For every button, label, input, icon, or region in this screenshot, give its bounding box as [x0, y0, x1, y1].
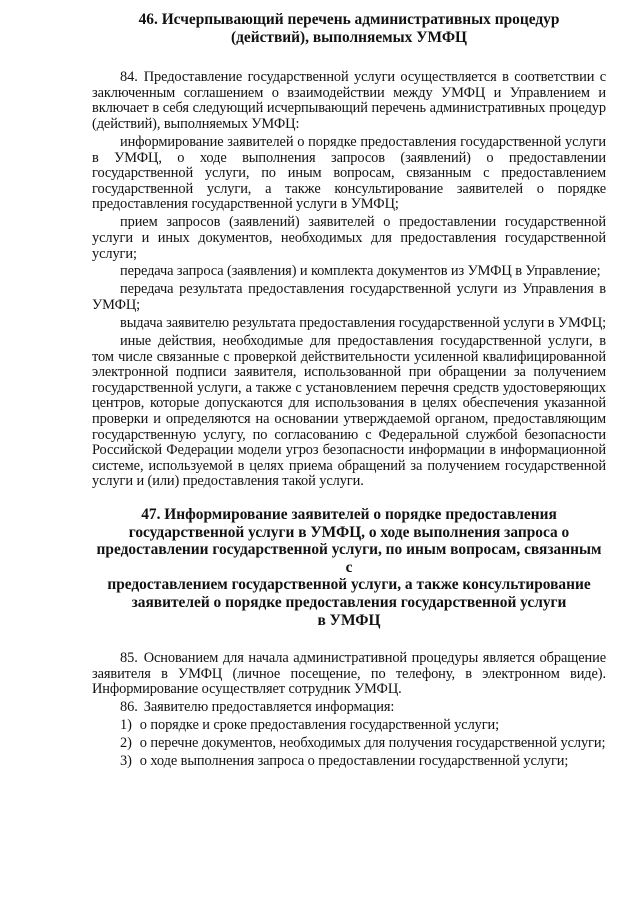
paragraph-text: Предоставление государственной услуги осуществляется в соответствии с заключенным соглашением о взаимодействии между УМФЦ и Управлением и включает в себя следующий исчерпывающий перечень административных процедур (действий), выполняемых УМФЦ: — [92, 69, 606, 132]
heading-line: 47. Информирование заявителей о порядке предоставления — [141, 505, 557, 523]
paragraph-number: 84. — [120, 69, 138, 86]
info-list-item — [92, 754, 606, 770]
procedure-item: иные действия, необходимые для предоставления государственной услуги, в том числе связанные с проверкой действительности усиленной квалифицированной электронной подписи заявителя, использованной при обращении за получением государственной услуги, а также с установлением перечня средств удостоверяющих центров, которые допускаются для использования в целях обеспечения указанной проверки и определяются на основании утверждаемой органом, предоставляющим государственную услугу, по согласованию с Федеральной службой безопасности Российской Федерации модели угроз безопасности информации в информационной системе, используемой в целях приема обращений за получением государственной услуги и (или) предоставления такой услуги. — [92, 333, 606, 490]
procedure-item: передача результата предоставления государственной услуги из Управления в УМФЦ; — [92, 281, 606, 314]
heading-line: предоставлением государственной услуги, а также консультирование — [107, 576, 591, 594]
heading-line: (действий), выполняемых УМФЦ — [230, 28, 468, 46]
paragraph-number: 86. — [120, 699, 138, 716]
section-46-heading — [92, 11, 606, 46]
info-list-item — [92, 718, 606, 734]
heading-line: государственной услуги в УМФЦ, о ходе выполнения запроса о — [128, 523, 570, 541]
procedure-item: выдача заявителю результата предоставления государственной услуги в УМФЦ; — [120, 315, 607, 332]
heading-line: предоставлении государственной услуги, по иным вопросам, связанным с — [96, 541, 602, 576]
paragraph-85 — [92, 651, 606, 698]
procedure-item: передача запроса (заявления) и комплекта документов из УМФЦ в Управление; — [120, 263, 601, 280]
list-text: о ходе выполнения запроса о предоставлении государственной услуги; — [139, 753, 569, 770]
list-number: 1) — [120, 717, 132, 734]
procedure-item: прием запросов (заявлений) заявителей о предоставлении государственной услуги и иных документов, необходимых для предоставления государственной услуги; — [92, 214, 606, 262]
info-list-item — [92, 736, 606, 752]
paragraph-84 — [92, 70, 606, 132]
heading-line: 46. Исчерпывающий перечень административных процедур — [138, 11, 560, 28]
paragraph-text: Основанием для начала административной процедуры является обращение заявителя в УМФЦ (личное посещение, по телефону, в электронном виде). Информирование осуществляет сотрудник УМФЦ. — [92, 650, 606, 698]
list-text: о порядке и сроке предоставления государственной услуги; — [139, 717, 500, 734]
paragraph-number: 85. — [120, 650, 138, 667]
procedure-item: информирование заявителей о порядке предоставления государственной услуги в УМФЦ, о ходе выполнения запросов (заявлений) о предоставлении государственной услуги, по иным вопросам, связанным с предоставлением государственной услуги, а также консультирование заявителей о порядке предоставления государственной услуги в УМФЦ; — [92, 133, 606, 213]
heading-line: в УМФЦ — [317, 611, 381, 629]
list-text: о перечне документов, необходимых для получения государственной услуги; — [139, 735, 606, 752]
heading-line: заявителей о порядке предоставления государственной услуги — [131, 593, 567, 611]
paragraph-86 — [92, 700, 606, 716]
list-number: 2) — [120, 735, 132, 752]
section-47-heading — [92, 506, 606, 629]
list-number: 3) — [120, 753, 132, 770]
paragraph-text: Заявителю предоставляется информация: — [143, 699, 395, 716]
